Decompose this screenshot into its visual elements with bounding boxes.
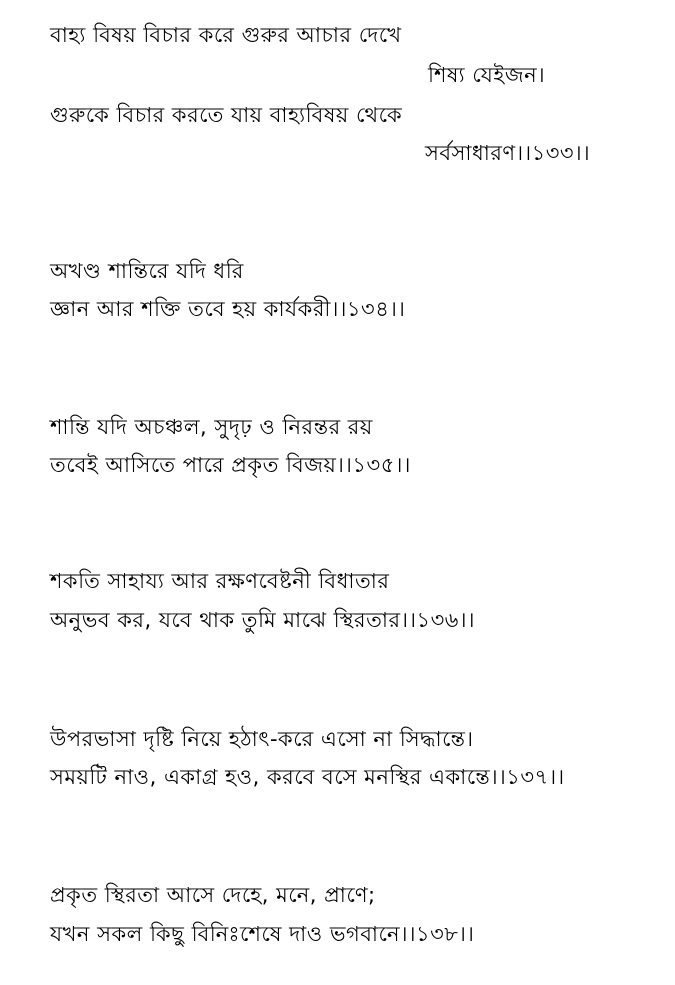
verse-line: অখণ্ড শান্তিরে যদি ধরি	[50, 259, 244, 283]
verse-line: শকতি সাহায্য আর রক্ষণবেষ্টনী বিধাতার	[50, 569, 390, 593]
verse-line: সর্বসাধারণ।।১৩৩।।	[425, 141, 591, 165]
verse-line: শিষ্য যেইজন।	[428, 63, 546, 87]
verse-line: শান্তি যদি অচঞ্চল, সুদৃঢ় ও নিরন্তর রয়	[50, 415, 373, 439]
verse-line: গুরুকে বিচার করতে যায় বাহ্যবিষয় থেকে	[50, 103, 403, 127]
verse-line: বাহ্য বিষয় বিচার করে গুরুর আচার দেখে	[50, 23, 402, 47]
verse-line: যখন সকল কিছু বিনিঃশেষে দাও ভগবানে।।১৩৮।।	[50, 922, 475, 946]
verse-line: সময়টি নাও, একাগ্র হও, করবে বসে মনস্থির একান্তে।।১৩৭।।	[50, 765, 565, 789]
verse-line: তবেই আসিতে পারে প্রকৃত বিজয়।।১৩৫।।	[50, 453, 411, 477]
verse-line: জ্ঞান আর শক্তি তবে হয় কার্যকরী।।১৩৪।।	[50, 297, 406, 321]
verse-line: উপরভাসা দৃষ্টি নিয়ে হঠাৎ-করে এসো না সিদ্ধান্তে।	[50, 727, 474, 751]
verse-line: প্রকৃত স্থিরতা আসে দেহে, মনে, প্রাণে;	[50, 883, 376, 907]
verse-line: অনুভব কর, যবে থাক তুমি মাঝে স্থিরতার।।১৩৬।।	[50, 608, 475, 632]
